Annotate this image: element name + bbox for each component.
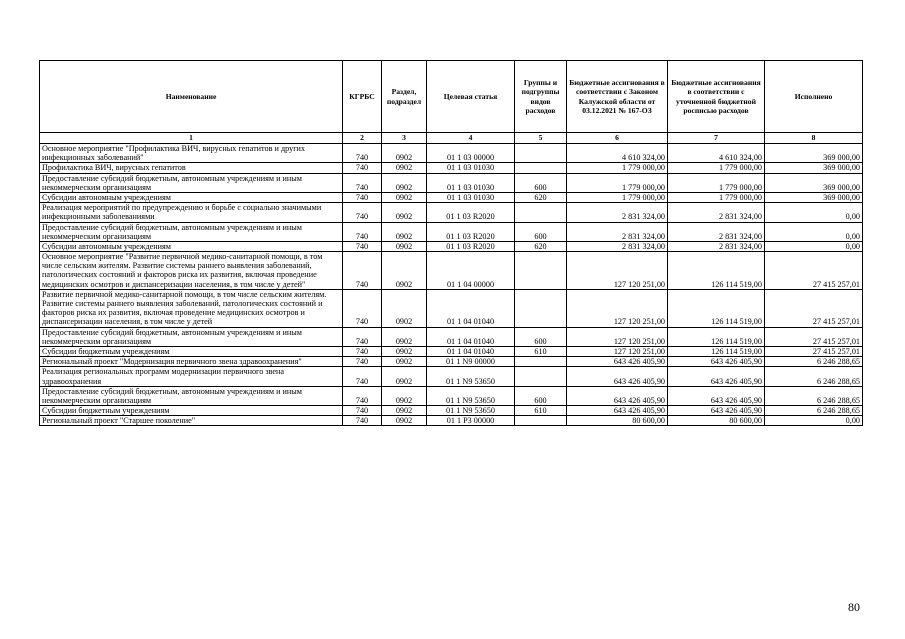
row-executed: 27 415 257,01	[765, 327, 863, 346]
row-law-allocation: 127 120 251,00	[567, 346, 668, 356]
row-executed: 0,00	[765, 241, 863, 251]
header-kgrbs: КГРБС	[343, 61, 382, 133]
row-section: 0902	[382, 289, 427, 327]
row-expense-group: 600	[515, 386, 567, 405]
row-law-allocation: 127 120 251,00	[567, 327, 668, 346]
row-expense-group	[515, 416, 567, 426]
table-row	[40, 327, 863, 346]
table-row	[40, 241, 863, 251]
row-target-article: 01 1 03 01030	[427, 173, 515, 192]
row-name: Субсидии автономным учреждениям	[40, 192, 343, 202]
row-section: 0902	[382, 241, 427, 251]
row-kgrbs: 740	[343, 406, 382, 416]
row-revised-allocation: 643 426 405,90	[668, 367, 765, 386]
row-expense-group: 610	[515, 346, 567, 356]
row-name: Предоставление субсидий бюджетным, автономным учреждениям и иным некоммерческим организациям	[40, 222, 343, 241]
row-kgrbs: 740	[343, 386, 382, 405]
col-number: 4	[427, 133, 515, 144]
col-number: 2	[343, 133, 382, 144]
row-law-allocation: 1 779 000,00	[567, 192, 668, 202]
row-revised-allocation: 2 831 324,00	[668, 241, 765, 251]
table-row	[40, 357, 863, 367]
row-law-allocation: 80 600,00	[567, 416, 668, 426]
row-target-article: 01 1 P3 00000	[427, 416, 515, 426]
row-name: Реализация региональных программ модернизации первичного звена здравоохранения	[40, 367, 343, 386]
row-target-article: 01 1 04 01040	[427, 327, 515, 346]
row-executed: 369 000,00	[765, 144, 863, 163]
row-section: 0902	[382, 192, 427, 202]
row-section: 0902	[382, 222, 427, 241]
row-law-allocation: 2 831 324,00	[567, 241, 668, 251]
table-header	[40, 61, 863, 144]
row-law-allocation: 2 831 324,00	[567, 203, 668, 222]
table-row	[40, 144, 863, 163]
row-name: Предоставление субсидий бюджетным, автономным учреждениям и иным некоммерческим организациям	[40, 327, 343, 346]
row-kgrbs: 740	[343, 173, 382, 192]
col-number: 8	[765, 133, 863, 144]
row-kgrbs: 740	[343, 144, 382, 163]
budget-table	[39, 60, 863, 426]
row-law-allocation: 1 779 000,00	[567, 163, 668, 173]
row-section: 0902	[382, 327, 427, 346]
page-number: 80	[848, 600, 860, 614]
table-row	[40, 222, 863, 241]
col-number: 7	[668, 133, 765, 144]
row-name: Региональный проект "Старшее поколение"	[40, 416, 343, 426]
header-group: Группы и подгруппы видов расходов	[515, 61, 567, 133]
row-revised-allocation: 643 426 405,90	[668, 386, 765, 405]
row-executed: 369 000,00	[765, 163, 863, 173]
row-expense-group	[515, 289, 567, 327]
row-executed: 6 246 288,65	[765, 406, 863, 416]
row-kgrbs: 740	[343, 357, 382, 367]
row-kgrbs: 740	[343, 416, 382, 426]
row-executed: 0,00	[765, 416, 863, 426]
row-target-article: 01 1 03 R2020	[427, 241, 515, 251]
row-executed: 6 246 288,65	[765, 386, 863, 405]
row-revised-allocation: 2 831 324,00	[668, 203, 765, 222]
row-target-article: 01 1 N9 53650	[427, 406, 515, 416]
row-kgrbs: 740	[343, 222, 382, 241]
row-expense-group	[515, 203, 567, 222]
row-law-allocation: 2 831 324,00	[567, 222, 668, 241]
row-law-allocation: 127 120 251,00	[567, 252, 668, 290]
row-kgrbs: 740	[343, 327, 382, 346]
row-kgrbs: 740	[343, 163, 382, 173]
row-target-article: 01 1 03 R2020	[427, 222, 515, 241]
header-revised-allocation: Бюджетные ассигнования в соответствии с уточненной бюджетной росписью расходов	[668, 61, 765, 133]
row-executed: 27 415 257,01	[765, 346, 863, 356]
row-section: 0902	[382, 173, 427, 192]
table-row	[40, 203, 863, 222]
row-kgrbs: 740	[343, 241, 382, 251]
table-row	[40, 406, 863, 416]
row-revised-allocation: 126 114 519,00	[668, 346, 765, 356]
row-name: Основное мероприятие "Профилактика ВИЧ, вирусных гепатитов и других инфекционных заболеваний"	[40, 144, 343, 163]
row-section: 0902	[382, 367, 427, 386]
row-expense-group	[515, 357, 567, 367]
row-section: 0902	[382, 252, 427, 290]
col-number: 5	[515, 133, 567, 144]
row-kgrbs: 740	[343, 192, 382, 202]
row-revised-allocation: 643 426 405,90	[668, 357, 765, 367]
table-row	[40, 173, 863, 192]
row-revised-allocation: 1 779 000,00	[668, 173, 765, 192]
row-section: 0902	[382, 346, 427, 356]
row-revised-allocation: 2 831 324,00	[668, 222, 765, 241]
row-name: Предоставление субсидий бюджетным, автономным учреждениям и иным некоммерческим организациям	[40, 386, 343, 405]
row-target-article: 01 1 04 00000	[427, 252, 515, 290]
row-target-article: 01 1 N9 53650	[427, 367, 515, 386]
row-executed: 6 246 288,65	[765, 357, 863, 367]
table-row	[40, 252, 863, 290]
row-executed: 27 415 257,01	[765, 252, 863, 290]
row-kgrbs: 740	[343, 289, 382, 327]
row-expense-group: 620	[515, 241, 567, 251]
row-target-article: 01 1 04 01040	[427, 289, 515, 327]
row-revised-allocation: 126 114 519,00	[668, 252, 765, 290]
table-body	[40, 144, 863, 426]
row-law-allocation: 4 610 324,00	[567, 144, 668, 163]
row-revised-allocation: 1 779 000,00	[668, 163, 765, 173]
row-target-article: 01 1 03 00000	[427, 144, 515, 163]
row-expense-group: 610	[515, 406, 567, 416]
table-row	[40, 416, 863, 426]
header-law-allocation: Бюджетные ассигнования в соответствии с Законом Калужской области от 03.12.2021 № 167-ОЗ	[567, 61, 668, 133]
row-name: Субсидии автономным учреждениям	[40, 241, 343, 251]
row-kgrbs: 740	[343, 203, 382, 222]
col-number: 6	[567, 133, 668, 144]
row-executed: 369 000,00	[765, 192, 863, 202]
row-section: 0902	[382, 416, 427, 426]
col-number: 1	[40, 133, 343, 144]
row-expense-group: 600	[515, 327, 567, 346]
row-revised-allocation: 4 610 324,00	[668, 144, 765, 163]
row-expense-group	[515, 252, 567, 290]
table-row	[40, 192, 863, 202]
col-number: 3	[382, 133, 427, 144]
row-name: Основное мероприятие "Развитие первичной медико-санитарной помощи, в том числе сельским жителям. Развитие системы раннего выявления заболеваний, патологических состояний и факторов риска их развития, включая проведение медицинских осмотров и диспансеризации населения, в том числе у детей"	[40, 252, 343, 290]
table-row	[40, 386, 863, 405]
row-section: 0902	[382, 144, 427, 163]
row-law-allocation: 643 426 405,90	[567, 367, 668, 386]
column-number-row	[40, 133, 863, 144]
row-executed: 27 415 257,01	[765, 289, 863, 327]
row-revised-allocation: 643 426 405,90	[668, 406, 765, 416]
row-expense-group: 600	[515, 173, 567, 192]
row-target-article: 01 1 03 01030	[427, 163, 515, 173]
table-row	[40, 163, 863, 173]
row-target-article: 01 1 N9 00000	[427, 357, 515, 367]
row-revised-allocation: 126 114 519,00	[668, 327, 765, 346]
row-executed: 0,00	[765, 203, 863, 222]
row-name: Реализация мероприятий по предупреждению и борьбе с социально значимыми инфекционными заболеваниями	[40, 203, 343, 222]
row-expense-group	[515, 144, 567, 163]
row-kgrbs: 740	[343, 367, 382, 386]
row-name: Субсидии бюджетным учреждениям	[40, 346, 343, 356]
row-target-article: 01 1 N9 53650	[427, 386, 515, 405]
table-row	[40, 289, 863, 327]
row-section: 0902	[382, 203, 427, 222]
row-executed: 369 000,00	[765, 173, 863, 192]
row-kgrbs: 740	[343, 252, 382, 290]
table-row	[40, 367, 863, 386]
row-name: Профилактика ВИЧ, вирусных гепатитов	[40, 163, 343, 173]
row-law-allocation: 643 426 405,90	[567, 406, 668, 416]
row-name: Предоставление субсидий бюджетным, автономным учреждениям и иным некоммерческим организациям	[40, 173, 343, 192]
row-law-allocation: 1 779 000,00	[567, 173, 668, 192]
row-name: Развитие первичной медико-санитарной помощи, в том числе сельским жителям. Развитие системы раннего выявления заболеваний, патологических состояний и факторов риска их развития, включая проведение медицинских осмотров и диспансеризации населения, в том числе у детей	[40, 289, 343, 327]
row-target-article: 01 1 04 01040	[427, 346, 515, 356]
row-kgrbs: 740	[343, 346, 382, 356]
row-revised-allocation: 126 114 519,00	[668, 289, 765, 327]
row-expense-group	[515, 367, 567, 386]
row-section: 0902	[382, 357, 427, 367]
header-executed: Исполнено	[765, 61, 863, 133]
row-section: 0902	[382, 386, 427, 405]
row-section: 0902	[382, 406, 427, 416]
row-revised-allocation: 80 600,00	[668, 416, 765, 426]
header-section: Раздел, подраздел	[382, 61, 427, 133]
row-expense-group	[515, 163, 567, 173]
row-target-article: 01 1 03 01030	[427, 192, 515, 202]
header-name: Наименование	[40, 61, 343, 133]
row-executed: 6 246 288,65	[765, 367, 863, 386]
row-name: Региональный проект "Модернизация первичного звена здравоохранения"	[40, 357, 343, 367]
header-row	[40, 61, 863, 133]
row-law-allocation: 127 120 251,00	[567, 289, 668, 327]
row-law-allocation: 643 426 405,90	[567, 386, 668, 405]
row-law-allocation: 643 426 405,90	[567, 357, 668, 367]
row-target-article: 01 1 03 R2020	[427, 203, 515, 222]
header-target: Целевая статья	[427, 61, 515, 133]
row-expense-group: 620	[515, 192, 567, 202]
row-revised-allocation: 1 779 000,00	[668, 192, 765, 202]
table-row	[40, 346, 863, 356]
row-name: Субсидии бюджетным учреждениям	[40, 406, 343, 416]
row-section: 0902	[382, 163, 427, 173]
row-expense-group: 600	[515, 222, 567, 241]
row-executed: 0,00	[765, 222, 863, 241]
